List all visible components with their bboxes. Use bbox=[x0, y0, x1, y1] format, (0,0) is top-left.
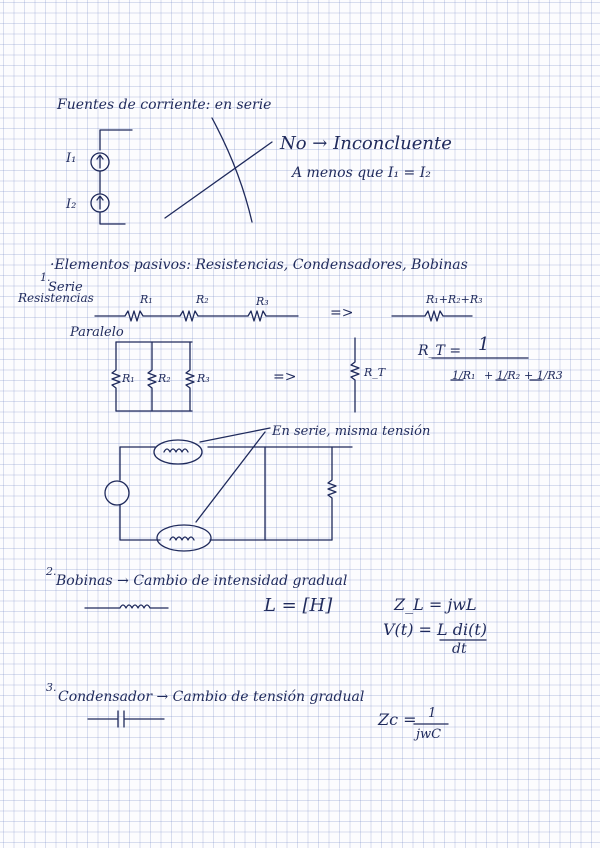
impedance-zl: Z_L = jwL bbox=[394, 595, 477, 614]
label-parallel-r1: R₁ bbox=[122, 372, 135, 385]
voltage-source-symbol bbox=[105, 481, 129, 505]
unless-equal-label: A menos que I₁ = I₂ bbox=[292, 165, 431, 181]
label-parallel-r2: R₂ bbox=[158, 372, 171, 385]
label-parallel-r3: R₃ bbox=[197, 372, 210, 385]
parallel-resistors bbox=[112, 338, 359, 412]
fraction-1-r3: + 1/R3 bbox=[524, 369, 563, 382]
label-dt: dt bbox=[452, 641, 467, 657]
circuit-diagram bbox=[105, 428, 352, 551]
label-i2: I₂ bbox=[66, 197, 77, 212]
label-rsum: R₁+R₂+R₃ bbox=[426, 293, 483, 306]
label-rt-eq: R_T = bbox=[418, 343, 462, 359]
fraction-1-r1: 1/R₁ bbox=[452, 369, 476, 382]
item-number-3: 3. bbox=[46, 681, 57, 694]
zc-numerator: 1 bbox=[428, 706, 437, 721]
label-r3: R₃ bbox=[256, 295, 269, 308]
section-title-passive-elements: ·Elementos pasivos: Resistencias, Condensadores, Bobinas bbox=[50, 257, 468, 273]
label-serie: Serie bbox=[48, 280, 83, 295]
section-title-coils: Bobinas → Cambio de intensidad gradual bbox=[56, 573, 348, 589]
label-i1: I₁ bbox=[66, 151, 77, 166]
zc-denominator: jwC bbox=[416, 727, 442, 742]
impedance-zc: Zc = bbox=[378, 710, 417, 729]
label-r1: R₁ bbox=[140, 293, 153, 306]
item-number-1: 1. bbox=[40, 271, 51, 284]
section-title-current-sources: Fuentes de corriente: en serie bbox=[57, 97, 272, 113]
arrow-equivalent: => bbox=[330, 305, 354, 321]
no-inconclusive-label: No → Inconcluente bbox=[280, 133, 452, 154]
current-source-circuit bbox=[91, 130, 132, 224]
note-same-voltage: En serie, misma tensión bbox=[272, 424, 431, 439]
capacitor-symbol bbox=[88, 711, 164, 727]
label-paralelo: Paralelo bbox=[70, 325, 124, 340]
highlight-circle-1 bbox=[154, 440, 202, 464]
voltage-equation: V(t) = L di(t) bbox=[383, 620, 488, 639]
label-one: 1 bbox=[478, 334, 490, 355]
label-r2: R₂ bbox=[196, 293, 209, 306]
item-number-2: 2. bbox=[46, 565, 57, 578]
label-rt: R_T bbox=[364, 366, 386, 379]
coil-symbol bbox=[85, 605, 168, 608]
cross-line-2 bbox=[165, 142, 272, 218]
fraction-1-r2: + 1/R₂ bbox=[484, 369, 521, 382]
section-title-capacitor: Condensador → Cambio de tensión gradual bbox=[58, 689, 365, 705]
inductance-unit: L = [H] bbox=[264, 595, 333, 616]
arrow-equivalent-parallel: => bbox=[273, 369, 297, 385]
series-resistors bbox=[95, 311, 472, 321]
label-resistencias: Resistencias bbox=[18, 291, 94, 305]
